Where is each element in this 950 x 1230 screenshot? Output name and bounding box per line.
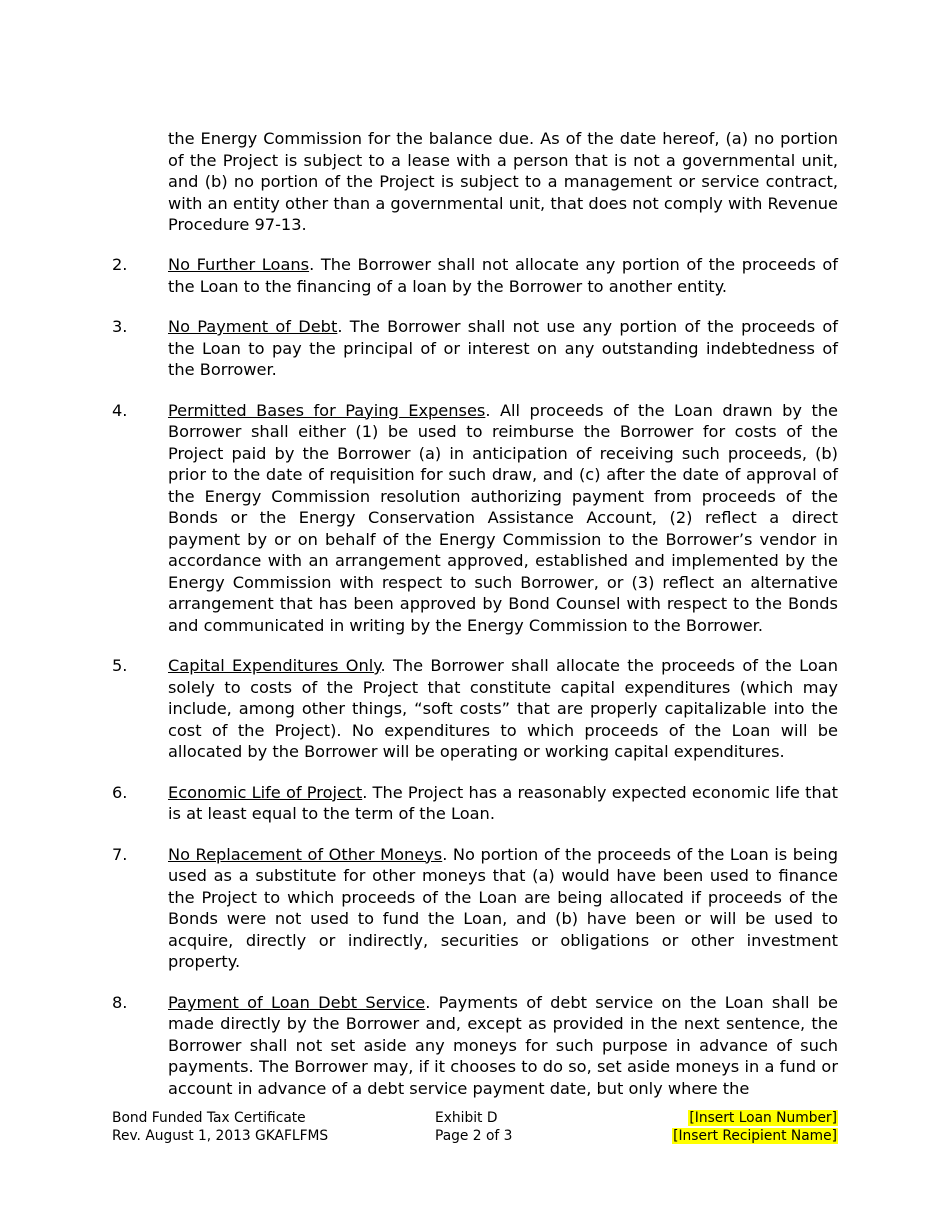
footer-left: [112, 1109, 328, 1145]
item-body: [168, 844, 838, 973]
item-heading: No Further Loans: [168, 255, 310, 274]
item-body: [168, 254, 838, 297]
footer-center: [435, 1109, 512, 1145]
item-heading: No Payment of Debt: [168, 317, 338, 336]
page-footer: [112, 1109, 838, 1149]
item-text: . The Borrower shall not use any portion of the proceeds of the Loan to pay the principal of or interest on any outstanding indebtedness of the Borrower.: [168, 317, 839, 379]
numbered-list: [112, 254, 838, 1118]
item-body: [168, 316, 838, 381]
item-text: . The Borrower shall allocate the proceeds of the Loan solely to costs of the Project that constitute capital expenditures (which may include, among other things, “soft costs” that are properly capitalizable into the cost of the Project). No expenditures to which proceeds of the Loan will be allocated by the Borrower will be operating or working capital expenditures.: [168, 656, 838, 761]
item-text: . No portion of the proceeds of the Loan is being used as a substitute for other moneys that (a) would have been used to finance the Project to which proceeds of the Loan are being allocated if proceeds of the Bonds were not used to fund the Loan, and (b) have been or will be used to acquire, directly or indirectly, securities or obligations or other investment property.: [168, 844, 838, 971]
item-heading: Payment of Loan Debt Service: [168, 992, 426, 1012]
list-item: [112, 655, 838, 763]
list-item: [112, 992, 838, 1100]
footer-revision: Rev. August 1, 2013 GKAFLFMS: [112, 1128, 329, 1144]
item-body: [168, 782, 838, 825]
footer-page-number: Page 2 of 3: [435, 1128, 513, 1144]
continued-paragraph: the Energy Commission for the balance due. As of the date hereof, (a) no portion of the Project is subject to a lease with a person that is not a governmental unit, and (b) no portion of the Project is subject to a management or service contract, with an entity other than a governmental unit, that does not comply with Revenue Procedure 97-13.: [168, 129, 838, 234]
item-number: 3.: [112, 317, 128, 336]
item-number: 4.: [112, 400, 128, 420]
list-item: [112, 844, 838, 973]
footer-document-title: Bond Funded Tax Certificate: [112, 1110, 306, 1126]
item-body: [168, 655, 838, 763]
item-body: [168, 400, 838, 637]
item-text: . All proceeds of the Loan drawn by the Borrower shall either (1) be used to reimburse the Borrower for costs of the Project paid by the Borrower (a) in anticipation of receiving such proceeds, (b) prior to the date of requisition for such draw, and (c) after the date of approval of the Energy Commission resolution authorizing payment from proceeds of the Bonds or the Energy Conservation Assistance Account, (2) reflect a direct payment by or on behalf of the Energy Commission to the Borrower’s vendor in accordance with an arrangement approved, established and implemented by the Energy Commission with respect to such Borrower, or (3) reflect an alternative arrangement that has been approved by Bond Counsel with respect to the Bonds and communicated in writing by the Energy Commission to the Borrower.: [168, 400, 839, 635]
item-number: 6.: [112, 782, 128, 802]
item-text: . The Borrower shall not allocate any portion of the proceeds of the Loan to the financing of a loan by the Borrower to another entity.: [168, 255, 838, 296]
list-item: [112, 782, 838, 825]
list-item: [112, 254, 838, 297]
loan-number-placeholder: [Insert Loan Number]: [689, 1110, 837, 1126]
item-heading: Economic Life of Project: [168, 782, 363, 802]
recipient-name-placeholder: [Insert Recipient Name]: [673, 1128, 837, 1144]
item-number: 7.: [112, 844, 128, 864]
item-number: 8.: [112, 992, 128, 1012]
item-heading: Capital Expenditures Only: [168, 656, 381, 675]
item-heading: Permitted Bases for Paying Expenses: [168, 400, 486, 420]
item-heading: No Replacement of Other Moneys: [168, 844, 443, 864]
list-item: [112, 400, 838, 637]
item-number: 5.: [112, 656, 128, 675]
item-body: [168, 992, 838, 1100]
item-number: 2.: [112, 255, 128, 274]
footer-right: [672, 1109, 838, 1145]
footer-exhibit: Exhibit D: [435, 1110, 498, 1126]
item-text: . Payments of debt service on the Loan shall be made directly by the Borrower and, except as provided in the next sentence, the Borrower shall not set aside any moneys for such purpose in advance of such payments. The Borrower may, if it chooses to do so, set aside moneys in a fund or account in advance of a debt service payment date, but only where the: [168, 992, 838, 1098]
item-text: . The Project has a reasonably expected economic life that is at least equal to the term of the Loan.: [168, 782, 838, 823]
list-item: [112, 316, 838, 381]
